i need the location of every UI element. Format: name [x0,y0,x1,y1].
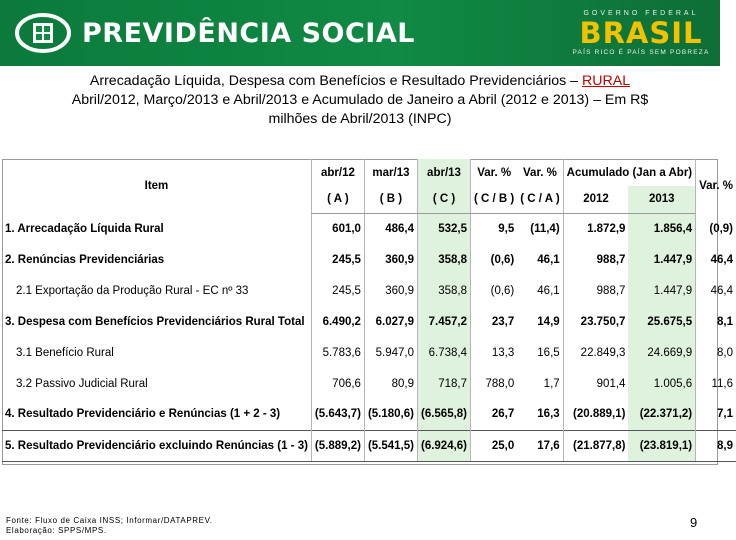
cell-var: 11,6 [696,368,736,399]
cell-2013: 25.675,5 [628,306,695,337]
cell-a: (5.889,2) [311,430,364,461]
sub-2013: 2013 [628,186,695,213]
page-number: 9 [690,515,698,530]
table-row [2,275,736,306]
row-label: 3.2 Passivo Judicial Rural [16,377,148,390]
cell-c: 7.457,2 [417,306,470,337]
cell-cb: 25,0 [471,430,518,461]
footer-elaboration: Elaboração: SPPS/MPS. [6,526,107,535]
table-row [2,213,736,244]
cell-cb: 13,3 [471,337,518,368]
cell-2012: (21.877,8) [563,430,628,461]
header-banner [0,0,720,66]
cell-ca: 16,3 [537,408,560,421]
cell-2012: 988,7 [563,275,628,306]
cell-b: (5.541,5) [364,430,417,461]
cell-c: 358,8 [417,244,470,275]
table-row [2,337,736,368]
table-row [2,244,736,275]
col-abr12: abr/12 [311,159,364,186]
cell-2013: 1.447,9 [628,244,695,275]
cell-c: (6.924,6) [417,430,470,461]
cell-2012: 1.872,9 [563,213,628,244]
cell-b: 80,9 [364,368,417,399]
cell-cb: (0,6) [471,244,518,275]
cell-b: 5.947,0 [364,337,417,368]
table-row [2,368,736,399]
table-row [2,306,736,337]
gov-brasil-logo: BRASIL [579,16,703,50]
sub-c: ( C ) [417,186,470,213]
cell-cb: (0,6) [471,275,518,306]
cell-2012: (20.889,1) [563,399,628,430]
table-row [2,399,736,430]
cell-c: 358,8 [417,275,470,306]
cell-a: 245,5 [311,244,364,275]
sub-cb: ( C / B ) [471,186,518,213]
cell-2012: 988,7 [563,244,628,275]
col-abr13: abr/13 [417,159,470,186]
cell-2013: (22.371,2) [628,399,695,430]
col-var-cb: Var. % [471,159,518,186]
row-label: 4. Resultado Previdenciário e Renúncias (1 + 2 - 3) [5,408,281,421]
cell-a: 245,5 [311,275,364,306]
cell-ca: (11,4) [530,222,560,235]
cell-2012: 901,4 [563,368,628,399]
cell-c: 532,5 [417,213,470,244]
page-title [10,72,710,129]
cell-var: 8,1 [696,306,736,337]
sub-a: ( A ) [311,186,364,213]
table-row [2,430,736,461]
cell-2013: 1.447,9 [628,275,695,306]
title-line3: milhões de Abril/2013 (INPC) [268,111,452,127]
cell-a: 5.783,6 [311,337,364,368]
cell-a: 706,6 [311,368,364,399]
sub-2012: 2012 [563,186,628,213]
cell-c: (6.565,8) [417,399,470,430]
cell-var: 8,0 [696,337,736,368]
cell-c: 6.738,4 [417,337,470,368]
col-var-acum: Var. % [696,159,736,213]
cell-cb: 9,5 [471,213,518,244]
cell-cb: 26,7 [471,399,518,430]
title-line2: Abril/2012, Março/2013 e Abril/2013 e Acumulado de Janeiro a Abril (2012 e 2013) – Em R$ [71,92,649,108]
cell-2012: 22.849,3 [563,337,628,368]
cell-a: 601,0 [311,213,364,244]
gov-slogan: PAÍS RICO É PAÍS SEM POBREZA [572,49,710,56]
row-label: 1. Arrecadação Líquida Rural [5,222,164,235]
footer-source: Fonte: Fluxo de Caixa INSS; Informar/DATAPREV. [6,516,213,525]
cell-ca: 46,1 [537,284,560,297]
cell-2013: 1.005,6 [628,368,695,399]
cell-a: 6.490,2 [311,306,364,337]
col-var-ca: Var. % [523,166,557,179]
data-table [2,159,736,462]
item-header: Item [144,180,169,192]
cell-var: 7,1 [696,399,736,430]
cell-ca: 46,1 [537,253,560,266]
col-acumulado: Acumulado (Jan a Abr) [563,159,695,186]
cell-2012: 23.750,7 [563,306,628,337]
cell-b: 6.027,9 [364,306,417,337]
row-label: 3. Despesa com Benefícios Previdenciários Rural Total [5,315,305,328]
cell-b: 360,9 [364,275,417,306]
previdencia-logo-icon [14,12,72,54]
row-label: 3.1 Benefício Rural [16,346,114,359]
cell-var: 46,4 [696,244,736,275]
row-label: 2. Renúncias Previdenciárias [5,253,165,266]
gov-federal-label: GOVERNO FEDERAL [583,10,699,17]
sub-ca: ( C / A ) [517,186,563,213]
cell-var: 46,4 [696,275,736,306]
cell-var: 8,9 [696,430,736,461]
cell-b: 360,9 [364,244,417,275]
cell-2013: (23.819,1) [628,430,695,461]
cell-c: 718,7 [417,368,470,399]
cell-ca: 17,6 [517,430,563,461]
cell-ca: 14,9 [537,315,560,328]
cell-ca: 16,5 [537,346,560,359]
cell-var: (0,9) [696,213,736,244]
cell-ca: 1,7 [543,377,560,390]
cell-b: (5.180,6) [364,399,417,430]
col-mar13: mar/13 [364,159,417,186]
row-label: 5. Resultado Previdenciário excluindo Renúncias (1 - 3) [2,430,311,461]
brand-title: PREVIDÊNCIA SOCIAL [82,18,415,49]
title-line1: Arrecadação Líquida, Despesa com Benefícios e Resultado Previdenciários – [89,73,582,89]
sub-b: ( B ) [364,186,417,213]
cell-cb: 23,7 [471,306,518,337]
cell-b: 486,4 [364,213,417,244]
cell-2013: 24.669,9 [628,337,695,368]
cell-cb: 788,0 [471,368,518,399]
footer-notes [6,516,213,536]
row-label: 2.1 Exportação da Produção Rural - EC nº 33 [16,284,249,297]
cell-a: (5.643,7) [311,399,364,430]
cell-2013: 1.856,4 [628,213,695,244]
title-rural: RURAL [582,73,631,89]
